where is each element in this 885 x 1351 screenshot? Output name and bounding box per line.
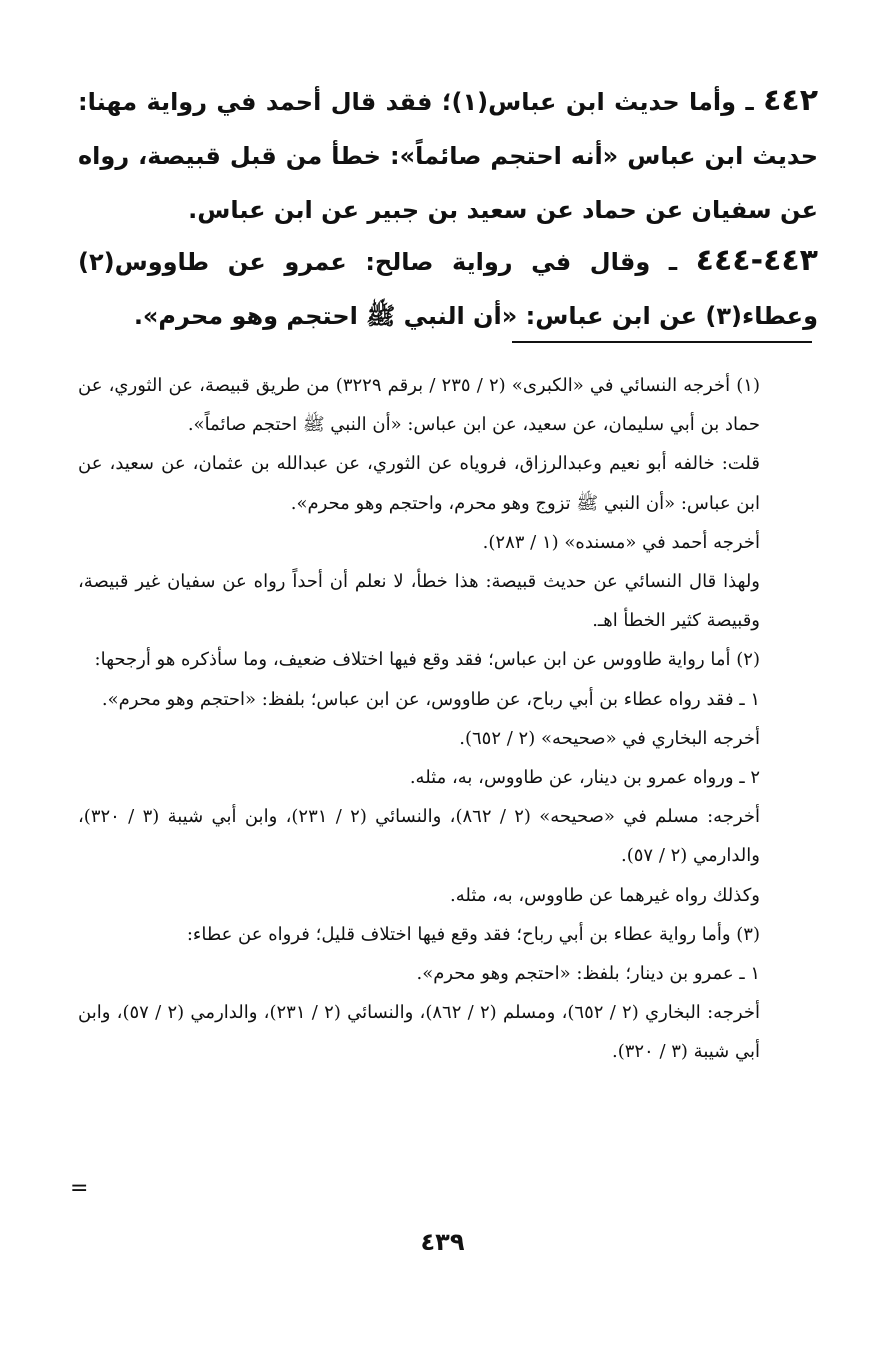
footnote-line: (٢) أما رواية طاووس عن ابن عباس؛ فقد وقع فيها اختلاف ضعيف، وما سأذكره هو أرجحها: [94, 649, 760, 671]
footnote-line: أخرجه أحمد في «مسنده» (١ / ٢٨٣). [482, 531, 760, 553]
footnote-separator [512, 341, 812, 343]
paragraph-443-444 [78, 234, 818, 343]
footnote-line: (٣) وأما رواية عطاء بن أبي رباح؛ فقد وقع فيها اختلاف قليل؛ فرواه عن عطاء: [186, 923, 760, 945]
footnote-line: وكذلك رواه غيرهما عن طاووس، به، مثله. [450, 884, 760, 906]
paragraph-text: ـ وأما حديث ابن عباس(١)؛ فقد قال أحمد في رواية مهنا: حديث ابن عباس «أنه احتجم صائماً»: خطأ من قبل قبيصة، رواه عن سفيان عن حماد عن سعيد بن جبير عن ابن عباس. [78, 88, 818, 224]
footnote-line: قلت: خالفه أبو نعيم وعبدالرزاق، فروياه عن الثوري، عن عبدالله بن عثمان، عن سعيد، عن ابن عباس: «أن النبي ﷺ تزوج وهو محرم، واحتجم وهو محرم». [78, 453, 760, 514]
footnote-line: ٢ ـ ورواه عمرو بن دينار، عن طاووس، به، مثله. [409, 767, 760, 789]
footnote-line: أخرجه: البخاري (٢ / ٦٥٢)، ومسلم (٢ / ٨٦٢)، والنسائي (٢ / ٢٣١)، والدارمي (٢ / ٥٧)، وابن أبي شيبة (٣ / ٣٢٠). [78, 1002, 760, 1063]
footnote-line: ولهذا قال النسائي عن حديث قبيصة: هذا خطأ، لا نعلم أن أحداً رواه عن سفيان غير قبيصة، وقبيصة كثير الخطأ اهـ. [78, 571, 760, 632]
footnotes [78, 366, 818, 1072]
footnote-line: ١ ـ فقد رواه عطاء بن أبي رباح، عن طاووس، عن ابن عباس؛ بلفظ: «احتجم وهو محرم». [101, 688, 760, 710]
footnote-line: ١ ـ عمرو بن دينار؛ بلفظ: «احتجم وهو محرم». [416, 963, 760, 985]
paragraph-442 [78, 74, 818, 237]
continuation-mark: = [70, 1176, 89, 1201]
footnote-line: (١) أخرجه النسائي في «الكبرى» (٢ / ٢٣٥ / برقم ٣٢٢٩) من طريق قبيصة، عن الثوري، عن حماد بن أبي سليمان، عن سعيد، عن ابن عباس: «أن النبي ﷺ احتجم صائماً». [78, 375, 760, 436]
paragraph-number: ٤٤٢ [763, 83, 819, 118]
footnote-line: أخرجه: مسلم في «صحيحه» (٢ / ٨٦٢)، والنسائي (٢ / ٢٣١)، وابن أبي شيبة (٣ / ٣٢٠)، والدارمي (٢ / ٥٧). [78, 806, 760, 867]
paragraph-number: ٤٤٣-٤٤٤ [695, 243, 818, 278]
footnote-line: أخرجه البخاري في «صحيحه» (٢ / ٦٥٢). [459, 727, 760, 749]
paragraph-text: ـ وقال في رواية صالح: عمرو عن طاووس(٢) وعطاء(٣) عن ابن عباس: «أن النبي ﷺ احتجم وهو محرم». [78, 248, 818, 330]
page-number: ٤٣٩ [420, 1228, 465, 1256]
